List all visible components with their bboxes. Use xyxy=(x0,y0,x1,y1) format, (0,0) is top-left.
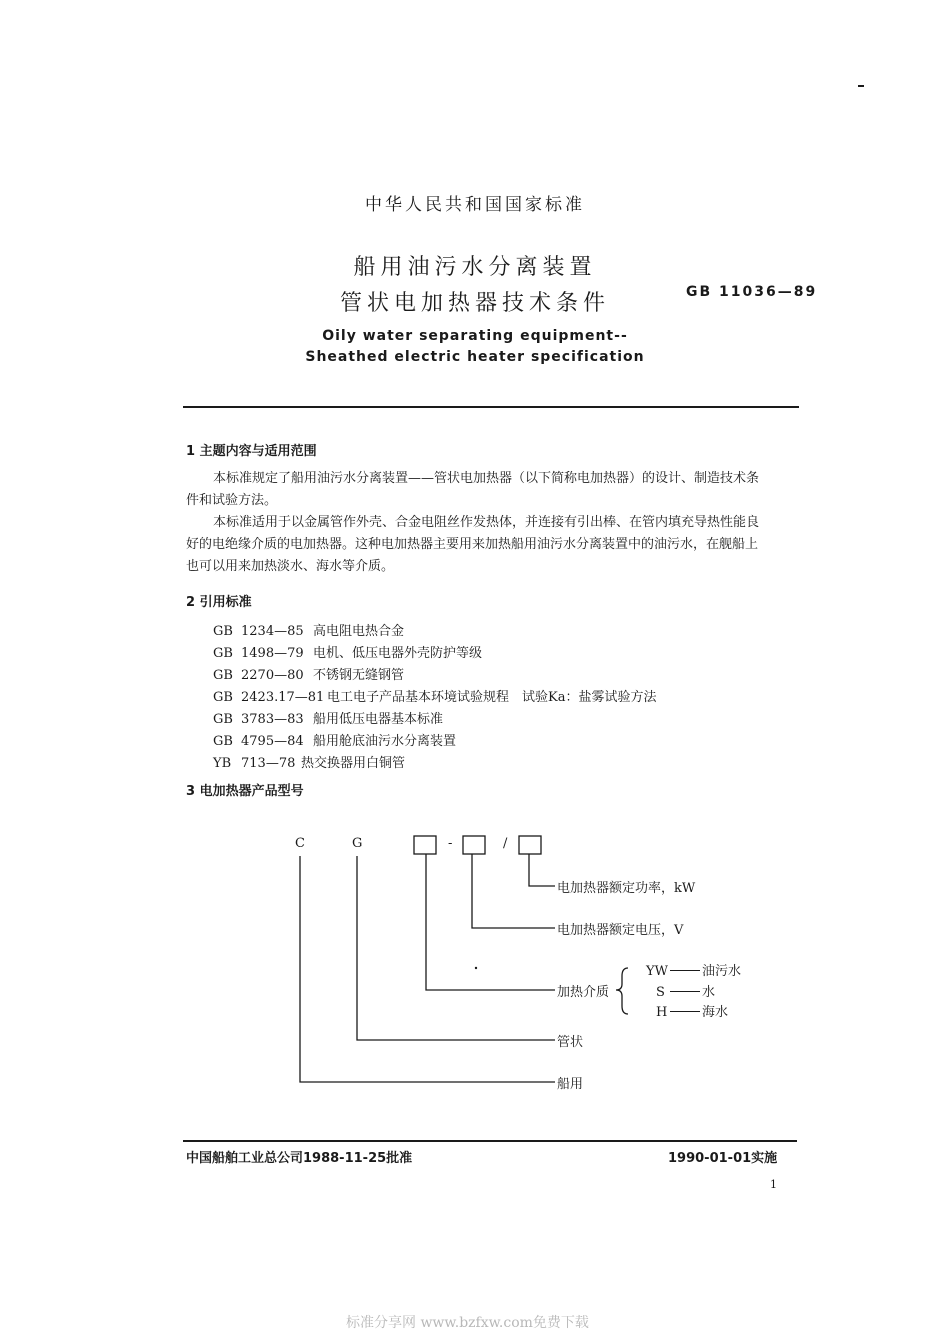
title-en-line1: Oily water separating equipment-- xyxy=(322,328,628,344)
ref-code: YB xyxy=(213,756,232,771)
ref-title: 电工电子产品基本环境试验规程 试验Ka：盐雾试验方法 xyxy=(327,690,657,705)
section1-para1-line1: 本标准规定了船用油污水分离装置——管状电加热器（以下简称电加热器）的设计、制造技术条 xyxy=(213,471,760,486)
approval-text: 中国船舶工业总公司1988-11-25批准 xyxy=(186,1151,413,1166)
ship-leader xyxy=(300,856,555,1082)
ref-code: GB xyxy=(213,624,233,639)
power-box xyxy=(414,836,436,854)
media-dash xyxy=(670,991,700,992)
media-name: 油污水 xyxy=(702,964,742,979)
section3-heading: 3 电加热器产品型号 xyxy=(186,784,304,799)
ref-code: GB xyxy=(213,668,233,683)
ref-number: 2423.17—81 xyxy=(241,690,325,705)
voltage-leader xyxy=(472,854,555,928)
power-leader xyxy=(529,854,555,886)
ref-code: GB xyxy=(213,646,233,661)
ref-number: 2270—80 xyxy=(241,668,304,683)
ref-item xyxy=(213,686,656,705)
ref-title: 船用舱底油污水分离装置 xyxy=(313,734,457,749)
ref-item xyxy=(213,730,456,749)
dash-sep: - xyxy=(448,836,453,851)
ref-title: 不锈钢无缝钢管 xyxy=(313,668,405,683)
ref-number: 4795—84 xyxy=(241,734,304,749)
ref-title: 船用低压电器基本标准 xyxy=(313,712,444,727)
header-rule xyxy=(183,406,799,408)
ref-item xyxy=(213,642,482,661)
ref-number: 1498—79 xyxy=(241,646,304,661)
corner-mark xyxy=(858,85,864,87)
media-item xyxy=(656,981,715,1000)
ref-title: 热交换器用白铜管 xyxy=(301,756,406,771)
media-code: YW xyxy=(646,964,668,979)
media-code: S xyxy=(656,985,665,1000)
media-item xyxy=(656,1001,728,1020)
ref-item xyxy=(213,752,405,771)
label-power: 电加热器额定功率，kW xyxy=(557,881,696,896)
tube-leader xyxy=(357,856,555,1040)
medium-leader xyxy=(426,854,555,990)
section1-para2-line3: 也可以用来加热淡水、海水等介质。 xyxy=(186,559,395,574)
slash-sep: / xyxy=(503,836,508,851)
standard-type: 中华人民共和国国家标准 xyxy=(365,195,585,215)
ref-item xyxy=(213,664,404,683)
media-name: 海水 xyxy=(702,1005,729,1020)
page-number: 1 xyxy=(770,1178,777,1191)
label-voltage: 电加热器额定电压，V xyxy=(557,923,684,938)
section1-para2-line1: 本标准适用于以金属管作外壳、合金电阻丝作发热体，并连接有引出棒、在管内填充导热性能良 xyxy=(213,515,760,530)
ref-code: GB xyxy=(213,690,233,705)
title-cn-line2: 管状电加热器技术条件 xyxy=(339,291,610,316)
media-dash xyxy=(670,1011,700,1012)
label-tube: 管状 xyxy=(557,1035,584,1050)
ref-code: GB xyxy=(213,734,233,749)
section1-para2-line2: 好的电绝缘介质的电加热器。这种电加热器主要用来加热船用油污水分离装置中的油污水，在舰船上 xyxy=(186,537,759,552)
media-brace xyxy=(616,968,628,1014)
ref-number: 1234—85 xyxy=(241,624,304,639)
watermark: 标准分享网 www.bzfxw.com免费下载 xyxy=(346,1315,589,1331)
title-cn-line1: 船用油污水分离装置 xyxy=(353,255,597,280)
media-item xyxy=(646,960,741,979)
section1-para1-line2: 件和试验方法。 xyxy=(186,493,278,508)
stray-dot xyxy=(475,967,477,969)
media-name: 水 xyxy=(702,985,716,1000)
ref-title: 电机、低压电器外壳防护等级 xyxy=(313,646,483,661)
medium-box xyxy=(519,836,541,854)
media-dash xyxy=(670,970,700,971)
label-ship: 船用 xyxy=(557,1077,584,1092)
section2-heading: 2 引用标准 xyxy=(186,595,252,610)
media-code: H xyxy=(656,1005,668,1020)
ref-number: 713—78 xyxy=(241,756,296,771)
letter-g: G xyxy=(352,836,363,851)
effective-text: 1990-01-01实施 xyxy=(668,1151,778,1166)
ref-code: GB xyxy=(213,712,233,727)
ref-number: 3783—83 xyxy=(241,712,304,727)
label-medium: 加热介质 xyxy=(557,985,610,1000)
ref-title: 高电阻电热合金 xyxy=(313,624,405,639)
title-en-line2: Sheathed electric heater specification xyxy=(305,349,645,365)
section1-heading: 1 主题内容与适用范围 xyxy=(186,444,317,459)
standard-code: GB 11036—89 xyxy=(686,284,818,300)
letter-c: C xyxy=(295,836,305,851)
voltage-box xyxy=(463,836,485,854)
ref-item xyxy=(213,620,404,639)
footer-rule xyxy=(183,1140,797,1142)
ref-item xyxy=(213,708,443,727)
